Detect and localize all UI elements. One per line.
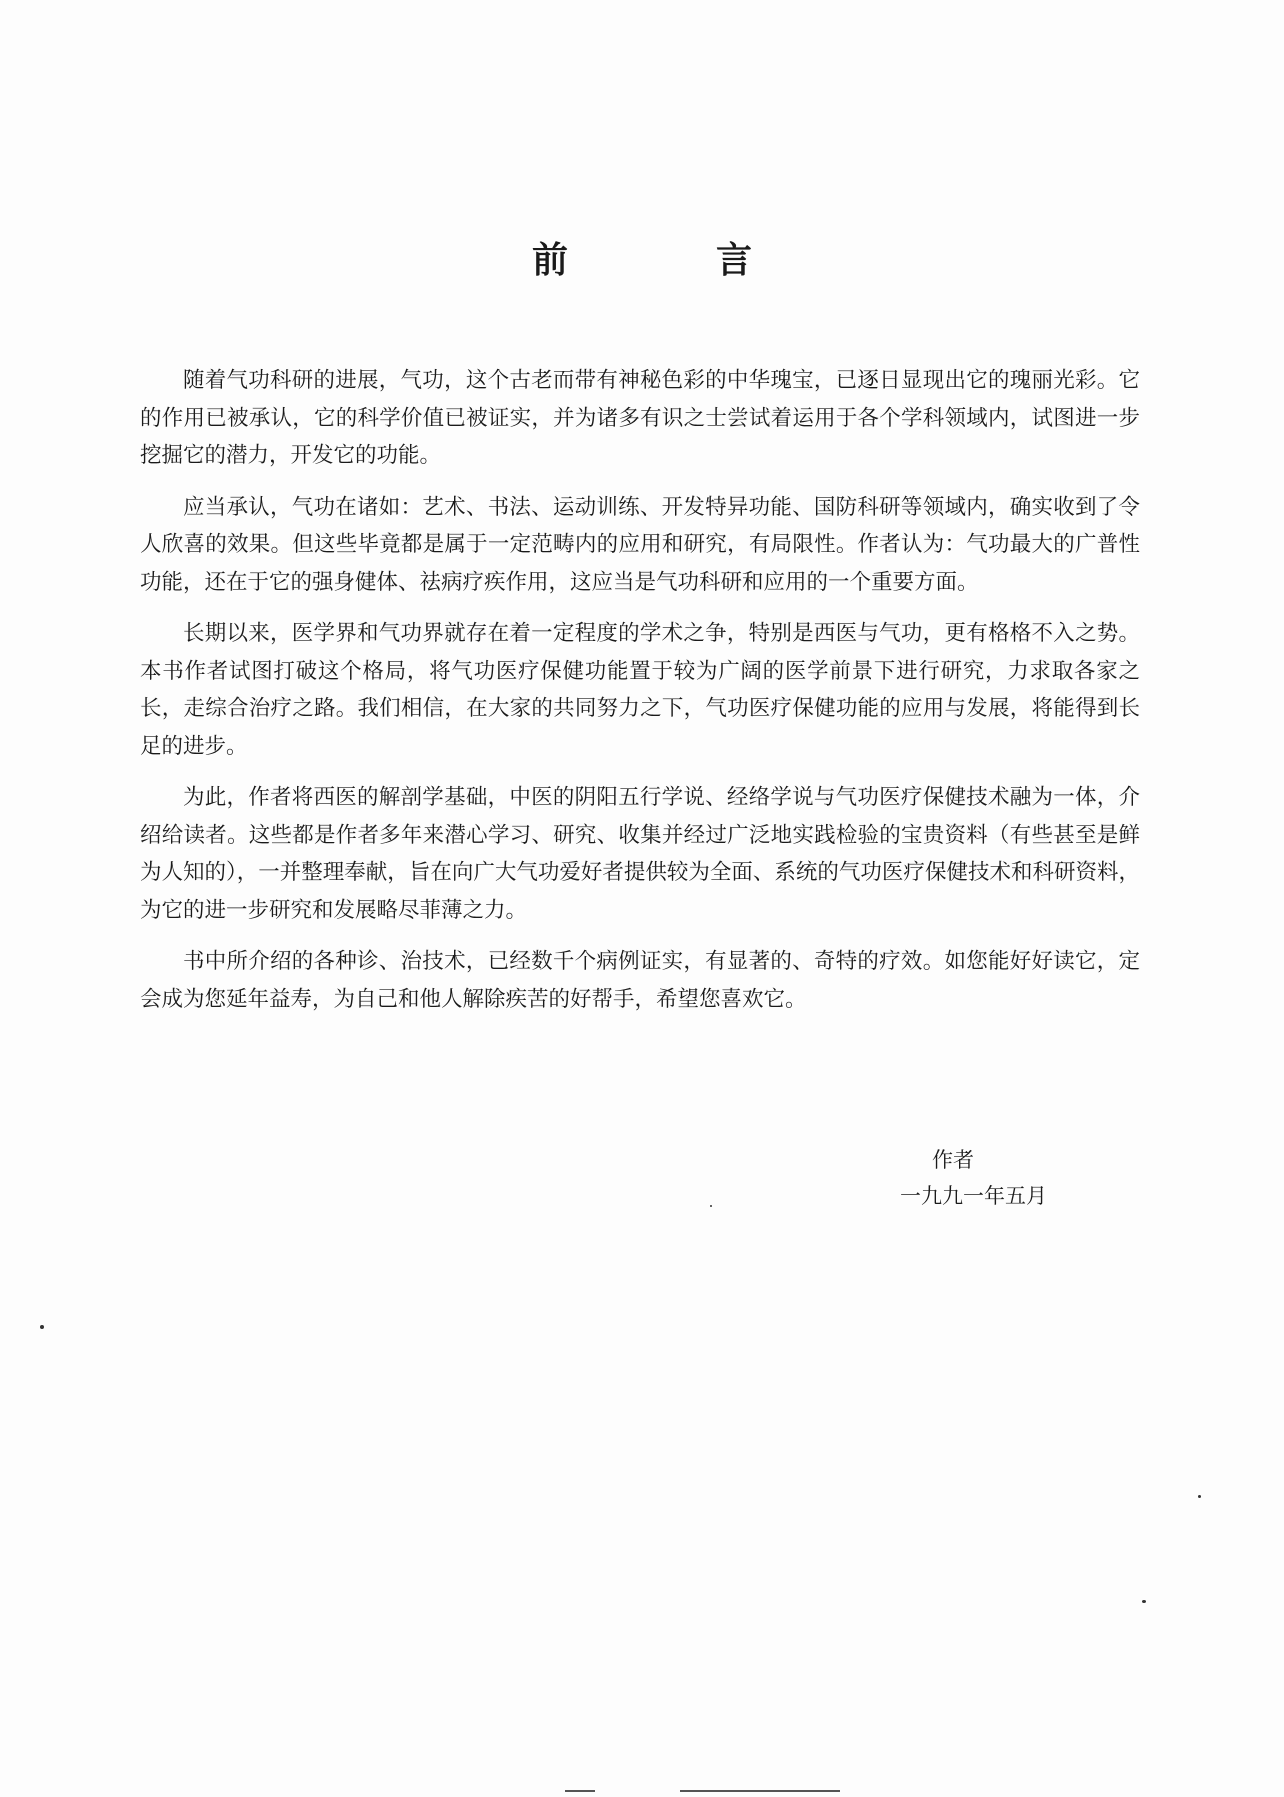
paragraph-3: 长期以来，医学界和气功界就存在着一定程度的学术之争，特别是西医与气功，更有格格不入之势。本书作者试图打破这个格局，将气功医疗保健功能置于较为广阔的医学前景下进行研究，力求取各家之长，走综合治疗之路。我们相信，在大家的共同努力之下，气功医疗保健功能的应用与发展，将能得到长足的进步。 [140,621,1140,759]
scan-speck [1142,1600,1146,1603]
preface-body [140,362,1140,1032]
scan-speck [40,1325,44,1329]
page-title: 前 言 [531,240,808,281]
scan-edge-line [565,1790,595,1792]
paragraph-5: 书中所介绍的各种诊、治技术，已经数千个病例证实，有显著的、奇特的疗效。如您能好好读它，定会成为您延年益寿，为自己和他人解除疾苦的好帮手，希望您喜欢它。 [140,949,1140,1012]
scan-speck [710,1205,712,1207]
signature-date: 一九九一年五月 [900,1184,1047,1208]
scan-edge-line [680,1790,840,1792]
scan-speck [1198,1495,1201,1498]
paragraph-2: 应当承认，气功在诸如：艺术、书法、运动训练、开发特异功能、国防科研等领域内，确实收到了令人欣喜的效果。但这些毕竟都是属于一定范畴内的应用和研究，有局限性。作者认为：气功最大的广普性功能，还在于它的强身健体、祛病疗疾作用，这应当是气功科研和应用的一个重要方面。 [140,494,1140,595]
paragraph-1: 随着气功科研的进展，气功，这个古老而带有神秘色彩的中华瑰宝，已逐日显现出它的瑰丽光彩。它的作用已被承认，它的科学价值已被证实，并为诸多有识之士尝试着运用于各个学科领域内，试图进一步挖掘它的潜力，开发它的功能。 [140,368,1140,468]
signature-block [900,1142,1047,1214]
signature-author: 作者 [932,1148,974,1172]
paragraph-4: 为此，作者将西医的解剖学基础，中医的阴阳五行学说、经络学说与气功医疗保健技术融为一体，介绍给读者。这些都是作者多年来潜心学习、研究、收集并经过广泛地实践检验的宝贵资料（有些甚至是鲜为人知的），一并整理奉献，旨在向广大气功爱好者提供较为全面、系统的气功医疗保健技术和科研资料，为它的进一步研究和发展略尽菲薄之力。 [140,785,1140,923]
